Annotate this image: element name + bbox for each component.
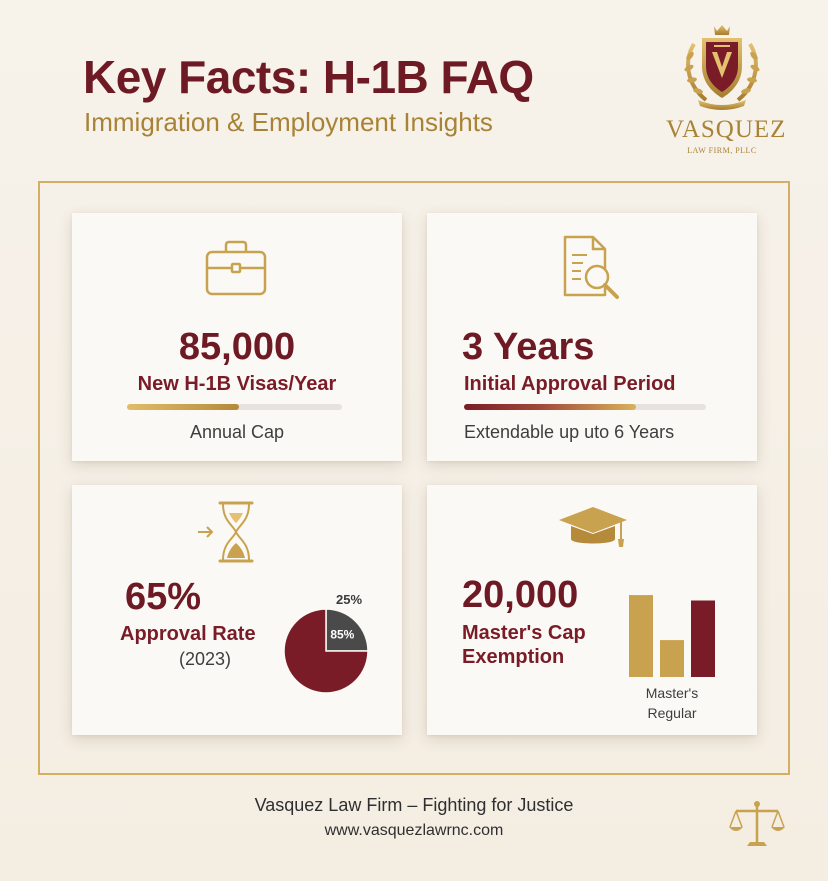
progress-fill xyxy=(127,404,239,410)
card-approval-period xyxy=(427,213,757,461)
bar-caption-regular: Regular xyxy=(647,705,697,721)
card-masters-cap xyxy=(427,485,757,735)
card-annual-cap xyxy=(72,213,402,461)
progress-track xyxy=(464,404,706,410)
stat-label-line2: Exemption xyxy=(462,646,565,668)
stat-value: 85,000 xyxy=(178,326,296,368)
approval-pie-chart xyxy=(280,605,372,697)
page-subtitle: Immigration & Employment Insights xyxy=(84,107,493,137)
briefcase-icon xyxy=(203,238,269,298)
cap-bar-chart xyxy=(627,585,717,680)
logo-tagline: LAW FIRM, PLLC xyxy=(687,146,757,155)
page-title: Key Facts: H-1B FAQ xyxy=(83,51,534,103)
pie-annotation: 25% xyxy=(336,592,363,607)
bar xyxy=(660,640,684,677)
bar xyxy=(629,595,653,677)
stat-note: Annual Cap xyxy=(189,422,285,442)
graduation-cap-icon xyxy=(555,503,631,555)
stat-label: Approval Rate xyxy=(120,623,256,645)
logo-name: VASQUEZ xyxy=(666,116,787,143)
footer-tagline: Vasquez Law Firm – Fighting for Justice xyxy=(254,795,574,815)
crest-icon xyxy=(680,22,764,114)
progress-fill xyxy=(464,404,636,410)
stat-label: Initial Approval Period xyxy=(464,373,676,395)
firm-logo xyxy=(666,22,787,155)
scales-of-justice-icon xyxy=(728,799,786,851)
stat-value: 65% xyxy=(125,576,202,618)
footer-website[interactable]: www.vasquezlawrnc.com xyxy=(324,822,504,839)
progress-track xyxy=(127,404,342,410)
bar-caption-masters: Master's xyxy=(645,685,699,701)
stat-note: (2023) xyxy=(179,649,232,669)
hourglass-icon xyxy=(196,499,260,565)
pie-slice-label: 85% xyxy=(330,627,355,642)
stat-label-line1: Master's Cap xyxy=(462,622,586,644)
stat-value: 20,000 xyxy=(462,574,579,616)
bar xyxy=(691,601,715,678)
stat-label: New H-1B Visas/Year xyxy=(137,373,337,395)
card-approval-rate xyxy=(72,485,402,735)
stat-note: Extendable up uto 6 Years xyxy=(464,422,675,442)
document-search-icon xyxy=(557,233,623,303)
stat-value: 3 Years xyxy=(462,326,595,368)
